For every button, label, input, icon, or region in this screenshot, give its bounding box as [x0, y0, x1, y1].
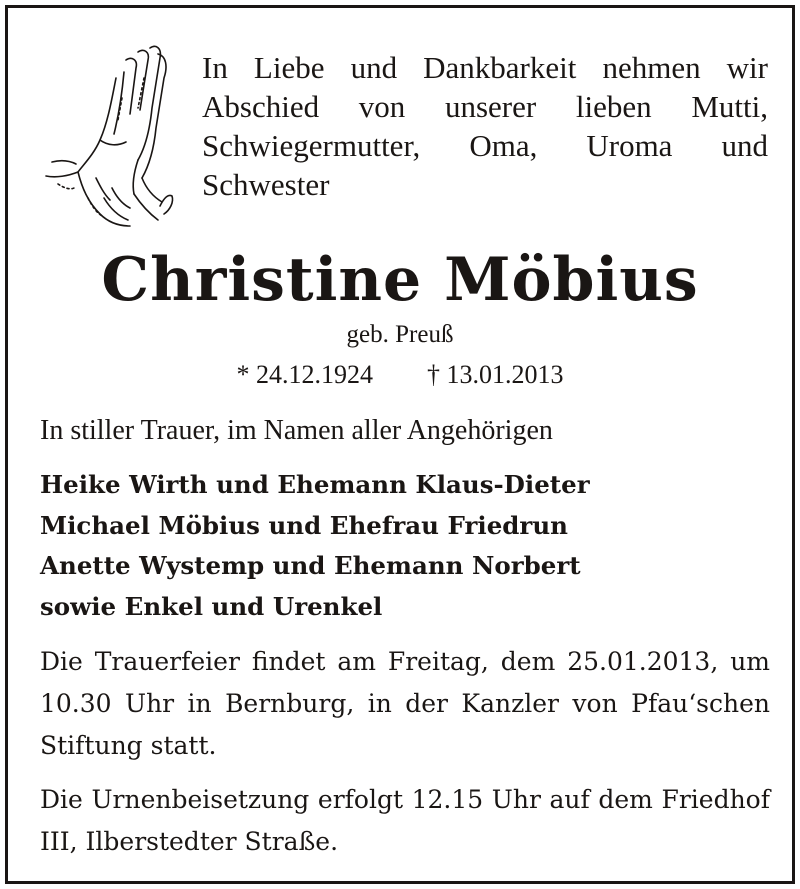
obituary-notice: [5, 5, 795, 884]
burial-info: Die Urnenbeisetzung erfolgt 12.15 Uhr auf dem Friedhof III, Ilberstedter Straße.: [40, 785, 770, 856]
family-member: sowie Enkel und Urenkel: [40, 591, 383, 621]
praying-hands-icon: [38, 38, 178, 233]
family-member: Heike Wirth und Ehemann Klaus-Dieter: [40, 470, 590, 499]
family-member: Michael Möbius und Ehefrau Friedrun: [40, 510, 568, 540]
family-member: Anette Wystemp und Ehemann Norbert: [40, 551, 581, 580]
birth-date: * 24.12.1924: [236, 360, 373, 389]
death-date: † 13.01.2013: [427, 360, 564, 389]
life-dates: [8, 358, 792, 392]
deceased-name: Christine Möbius: [101, 245, 699, 315]
family-list: [40, 465, 590, 627]
service-info: Die Trauerfeier findet am Freitag, dem 25.01.2013, um 10.30 Uhr in Bernburg, in der Kanzler von Pfau‘schen Stiftung statt.: [40, 647, 770, 760]
mourning-line: In stiller Trauer, im Namen aller Angehörigen: [40, 415, 553, 446]
maiden-name: geb. Preuß: [346, 321, 454, 348]
intro-text: In Liebe und Dankbarkeit nehmen wir Abschied von unserer lieben Mutti, Schwiegermutter, Oma, Uroma und Schwester: [202, 50, 768, 202]
